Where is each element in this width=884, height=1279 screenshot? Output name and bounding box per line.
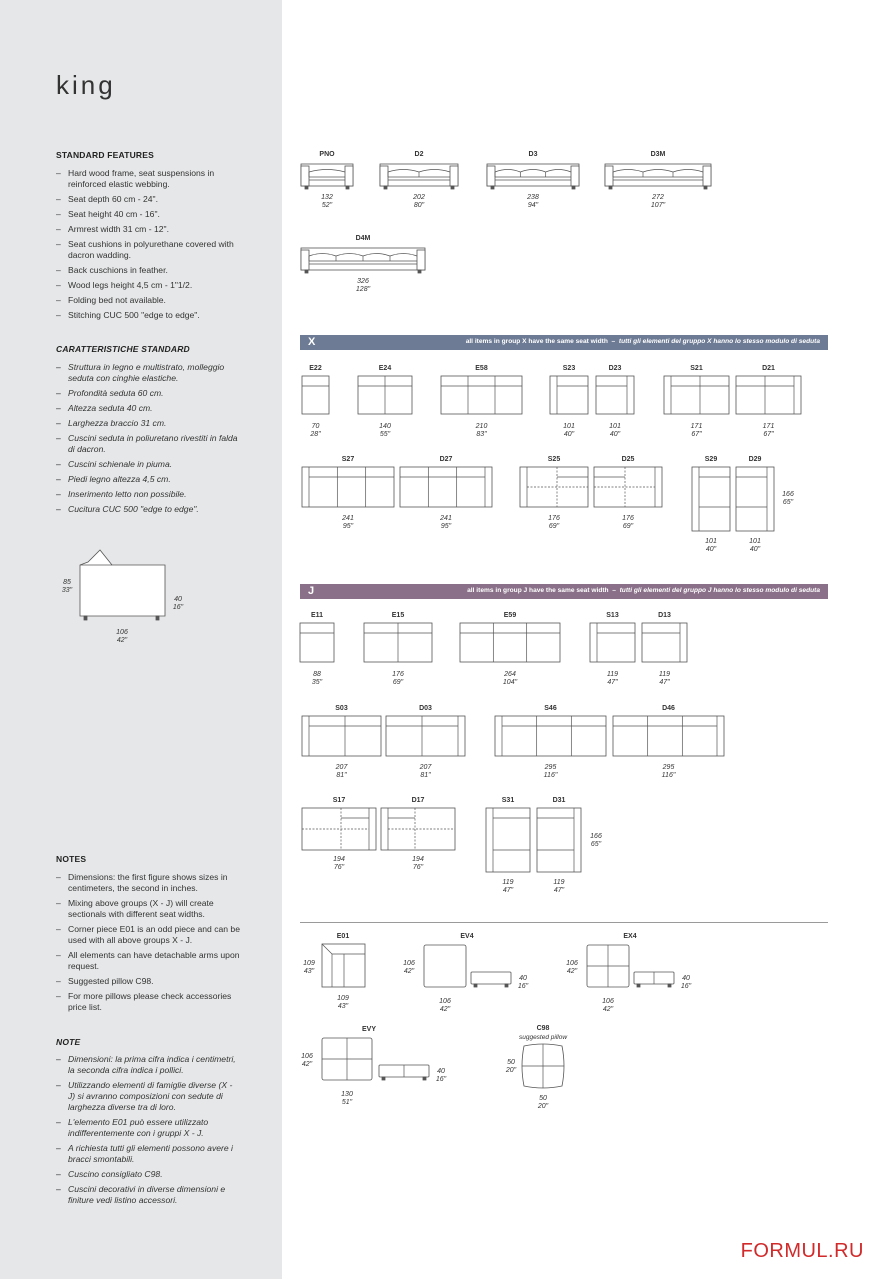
dim-cm: 70 <box>311 423 320 430</box>
dim-cm: 88 <box>313 671 321 678</box>
model-code: S25 <box>547 456 561 463</box>
dim-in: 40" <box>749 546 761 553</box>
dim-in: 104" <box>502 679 518 686</box>
module-d31 <box>537 797 581 894</box>
dim-cm: 132 <box>321 194 333 201</box>
model-code: D4M <box>355 235 371 242</box>
dim-cm: 85 <box>63 579 71 586</box>
list-item: – Altezza seduta 40 cm. <box>56 403 240 414</box>
dim-cm: 119 <box>606 671 619 678</box>
model-code: D27 <box>439 456 453 463</box>
shape-rect <box>703 166 711 186</box>
dim-cm: 101 <box>563 423 575 430</box>
model-code: S23 <box>562 365 576 372</box>
shape-rect <box>302 467 394 507</box>
sofa-d2 <box>380 151 458 209</box>
list-item: – Hard wood frame, seat suspensions in reinforced elastic webbing. <box>56 168 240 190</box>
dim-cm: 272 <box>652 194 664 201</box>
dim-in: 128" <box>355 286 371 293</box>
extra-e01 <box>303 933 365 1010</box>
dim-in: 35" <box>311 679 323 686</box>
shape-rect <box>382 1077 385 1080</box>
dim-cm: 207 <box>335 764 348 771</box>
list-item: – Cuscini schienale in piuma. <box>56 459 240 470</box>
model-code: D31 <box>552 797 566 804</box>
dim-in: 107" <box>650 202 666 209</box>
module-s27 <box>302 456 394 530</box>
shape-rect <box>704 186 707 189</box>
dim-in: 67" <box>763 431 774 438</box>
group-x-letter: X <box>308 336 316 348</box>
module-s21 <box>664 365 729 438</box>
dim-in: 69" <box>548 523 560 530</box>
list-item: – Cuscini seduta in poliuretano rivestiti in falda di dacron. <box>56 433 240 455</box>
shape-rect <box>471 972 511 984</box>
dim-in: 67" <box>691 431 702 438</box>
shape-rect <box>571 166 579 186</box>
list-item: – Larghezza braccio 31 cm. <box>56 418 240 429</box>
group-x-caption-en: all items in group X have the same seat width <box>465 338 608 345</box>
pillow-subtitle: suggested pillow <box>518 1034 568 1041</box>
dim-in: 43" <box>337 1003 349 1010</box>
dim-in: 81" <box>336 772 347 779</box>
group-x-sep: – <box>611 338 616 345</box>
list-item: – Armrest width 31 cm - 12". <box>56 224 240 235</box>
shape-rect <box>400 467 492 507</box>
shape-rect <box>505 984 508 987</box>
shape-rect <box>345 166 353 186</box>
list-item: – Seat depth 60 cm - 24". <box>56 194 240 205</box>
dim-in: 83" <box>476 431 487 438</box>
dim-in: 76" <box>333 864 345 871</box>
dim-in: 42" <box>116 637 128 644</box>
shape-rect <box>613 716 724 756</box>
list-item: – Corner piece E01 is an odd piece and can be used with all above groups X - J. <box>56 924 240 946</box>
shape-rect <box>605 164 711 186</box>
dim-cm: 119 <box>502 879 514 886</box>
shape-rect <box>474 984 477 987</box>
shape-rect <box>156 616 159 620</box>
dim-cm: 40 <box>174 596 182 603</box>
group-j-caption-en: all items in group J have the same seat width <box>467 587 609 594</box>
shape-rect <box>302 376 329 414</box>
dim-cm: 241 <box>440 515 452 522</box>
dim-in: 65" <box>782 499 794 506</box>
module-d03 <box>386 705 465 779</box>
extra-c98 <box>505 1025 568 1110</box>
notes-title: NOTES <box>56 854 87 864</box>
shape-rect <box>302 716 381 756</box>
module-d23 <box>596 365 634 438</box>
shape-rect <box>736 467 774 531</box>
dim-cm: 40 <box>437 1068 445 1075</box>
model-code: S21 <box>690 365 703 372</box>
dim-cm: 109 <box>337 995 349 1002</box>
module-d29 <box>736 456 774 553</box>
list-item: – Cucitura CUC 500 "edge to edge". <box>56 504 240 515</box>
dim-cm: 40 <box>682 975 690 982</box>
caratteristiche-title: CARATTERISTICHE STANDARD <box>56 344 190 354</box>
model-code: EX4 <box>623 933 637 940</box>
dim-cm: 241 <box>342 515 354 522</box>
model-code: D17 <box>411 797 425 804</box>
shape-rect <box>451 186 454 189</box>
shape-rect <box>424 945 466 987</box>
dim-cm: 101 <box>609 423 621 430</box>
dim-in: 94" <box>527 202 539 209</box>
module-d27 <box>400 456 492 530</box>
shape-rect <box>596 376 634 414</box>
list-item: – Piedi legno altezza 4,5 cm. <box>56 474 240 485</box>
dim-cm: 50 <box>539 1095 547 1102</box>
dim-in: 52" <box>321 202 333 209</box>
module-d13 <box>642 612 687 686</box>
standard-features-title: STANDARD FEATURES <box>56 150 154 160</box>
shape-rect <box>736 376 801 414</box>
dim-cm: 166 <box>782 491 794 498</box>
shape-rect <box>491 186 494 189</box>
model-code: D2 <box>414 151 424 158</box>
shape-rect <box>305 270 308 273</box>
dim-cm: 326 <box>357 278 369 285</box>
chaise-depth-x <box>782 491 794 506</box>
module-s13 <box>590 612 635 686</box>
dim-cm: 171 <box>762 423 775 430</box>
module-s29 <box>692 456 730 553</box>
dim-cm: 119 <box>553 879 565 886</box>
model-code: D3 <box>528 151 538 158</box>
dim-in: 47" <box>607 679 618 686</box>
list-item: – Seat height 40 cm - 16". <box>56 209 240 220</box>
list-item: – Inserimento letto non possibile. <box>56 489 240 500</box>
dim-in: 51" <box>341 1099 353 1106</box>
sofa-pno <box>301 151 353 209</box>
dim-in: 16" <box>517 983 529 990</box>
model-code: D13 <box>658 612 671 619</box>
dim-cm: 176 <box>548 515 560 522</box>
module-s31 <box>486 797 530 894</box>
dim-in: 69" <box>392 679 404 686</box>
dim-in: 65" <box>590 841 602 848</box>
list-item: – Mixing above groups (X - J) will create sectionals with different seat widths. <box>56 898 240 920</box>
module-s25 <box>520 456 588 530</box>
model-code: C98 <box>536 1025 550 1032</box>
dim-cm: 295 <box>544 764 557 771</box>
dim-in: 16" <box>172 604 184 611</box>
model-code: E15 <box>391 612 405 619</box>
sofa-d4m <box>301 235 425 293</box>
list-item: – Dimensioni: la prima cifra indica i centimetri, la seconda cifra indica i pollici. <box>56 1054 240 1076</box>
dim-cm: 176 <box>622 515 634 522</box>
dim-in: 81" <box>420 772 431 779</box>
dim-cm: 210 <box>475 423 488 430</box>
dim-in: 76" <box>412 864 424 871</box>
model-code: E01 <box>336 933 350 940</box>
shape-rect <box>441 376 522 414</box>
dim-in: 116" <box>661 772 676 779</box>
dim-cm: 106 <box>566 960 578 967</box>
list-item: – Struttura in legno e multistrato, molleggio seduta con cinghie elastiche. <box>56 362 240 384</box>
dim-cm: 106 <box>403 960 415 967</box>
model-code: EVY <box>361 1026 377 1033</box>
shape-rect <box>609 186 612 189</box>
note-it-title: NOTE <box>56 1037 81 1047</box>
model-code: D25 <box>621 456 635 463</box>
dim-in: 69" <box>622 523 634 530</box>
module-e15 <box>364 612 432 686</box>
model-code: S29 <box>704 456 718 463</box>
shape-rect <box>423 1077 426 1080</box>
dim-in: 40" <box>563 431 575 438</box>
watermark: FORMUL.RU <box>740 1240 864 1262</box>
list-item: – Cuscino consigliato C98. <box>56 1169 240 1180</box>
dim-in: 47" <box>502 887 514 894</box>
group-x-caption-it: tutti gli elementi del gruppo X hanno lo stesso modulo di seduta <box>618 338 820 345</box>
model-code: S17 <box>332 797 346 804</box>
model-code: S13 <box>606 612 619 619</box>
module-e22 <box>302 365 329 438</box>
shape-rect <box>605 166 613 186</box>
model-code: D03 <box>419 705 432 712</box>
model-code: EV4 <box>460 933 474 940</box>
list-item: – All elements can have detachable arms upon request. <box>56 950 240 972</box>
dim-in: 42" <box>403 968 415 975</box>
list-item: – Cuscini decorativi in diverse dimensioni e finiture vedi listino accessori. <box>56 1184 240 1206</box>
group-j-caption-it: tutti gli elementi del gruppo J hanno lo stesso modulo di seduta <box>619 587 820 594</box>
model-code: D3M <box>650 151 666 158</box>
module-e24 <box>358 365 412 438</box>
dim-cm: 109 <box>303 960 315 967</box>
dim-in: 16" <box>435 1076 447 1083</box>
shape-rect <box>418 270 421 273</box>
module-e11 <box>300 612 334 686</box>
module-s23 <box>550 365 588 438</box>
dim-cm: 101 <box>749 538 761 545</box>
dim-cm: 166 <box>590 833 602 840</box>
shape-rect <box>495 716 606 756</box>
list-item: – Suggested pillow C98. <box>56 976 240 987</box>
dim-in: 95" <box>342 523 354 530</box>
list-item: – A richiesta tutti gli elementi possono avere i bracci smontabili. <box>56 1143 240 1165</box>
list-item: – Seat cushions in polyurethane covered with dacron wadding. <box>56 239 240 261</box>
dim-cm: 238 <box>527 194 539 201</box>
dim-cm: 40 <box>519 975 527 982</box>
dim-cm: 176 <box>392 671 404 678</box>
dim-in: 28" <box>310 431 321 438</box>
model-code: S03 <box>335 705 348 712</box>
dim-cm: 264 <box>504 671 516 678</box>
list-item: – Dimensions: the first figure shows sizes in centimeters, the second in inches. <box>56 872 240 894</box>
chaise-depth-j <box>590 833 602 848</box>
shape-rect <box>664 376 729 414</box>
dim-in: 95" <box>440 523 452 530</box>
dim-in: 40" <box>705 546 717 553</box>
dim-in: 16" <box>680 983 692 990</box>
shape-rect <box>537 808 581 872</box>
shape-rect <box>550 376 588 414</box>
dim-in: 43" <box>303 968 315 975</box>
dim-in: 47" <box>659 679 670 686</box>
dim-in: 42" <box>439 1006 451 1013</box>
shape-rect <box>384 186 387 189</box>
dim-cm: 194 <box>333 856 345 863</box>
dim-cm: 50 <box>507 1059 515 1066</box>
dim-cm: 106 <box>439 998 451 1005</box>
dim-cm: 140 <box>379 423 391 430</box>
module-s17 <box>302 797 376 871</box>
dim-cm: 194 <box>412 856 424 863</box>
shape-rect <box>84 616 87 620</box>
shape-rect <box>637 984 640 987</box>
module-s46 <box>495 705 606 779</box>
shape-rect <box>450 166 458 186</box>
dim-in: 42" <box>566 968 578 975</box>
model-code: D23 <box>608 365 622 372</box>
model-code: E58 <box>475 365 488 372</box>
profile-outline <box>80 550 165 616</box>
module-d46 <box>613 705 724 779</box>
module-e58 <box>441 365 522 438</box>
dim-cm: 295 <box>662 764 675 771</box>
list-item: – Profondità seduta 60 cm. <box>56 388 240 399</box>
dim-in: 116" <box>543 772 558 779</box>
side-profile <box>62 550 184 644</box>
model-code: E24 <box>378 365 392 372</box>
module-d25 <box>594 456 662 530</box>
module-d17 <box>381 797 455 871</box>
dim-in: 42" <box>602 1006 614 1013</box>
model-code: S31 <box>501 797 515 804</box>
shape-rect <box>417 250 425 270</box>
dim-cm: 171 <box>690 423 703 430</box>
shape-rect <box>305 186 308 189</box>
sofa-d3 <box>487 151 579 209</box>
extra-evy <box>301 1026 446 1106</box>
model-code: S46 <box>544 705 557 712</box>
list-item: – For more pillows please check accessories price list. <box>56 991 240 1013</box>
dim-in: 40" <box>609 431 621 438</box>
list-item: – Back cuschions in feather. <box>56 265 240 276</box>
shape-rect <box>301 166 309 186</box>
dim-cm: 130 <box>341 1091 353 1098</box>
dim-cm: 101 <box>705 538 717 545</box>
list-item: – Wood legs height 4,5 cm - 1"1/2. <box>56 280 240 291</box>
shape-rect <box>460 623 560 662</box>
model-code: PNO <box>319 151 335 158</box>
group-j-sep: – <box>612 587 616 594</box>
dim-cm: 119 <box>658 671 671 678</box>
group-j-letter: J <box>308 585 315 597</box>
list-item: – Stitching CUC 500 "edge to edge". <box>56 310 240 321</box>
model-code: D46 <box>662 705 675 712</box>
model-code: D29 <box>748 456 762 463</box>
dim-in: 33" <box>61 587 73 594</box>
model-code: S27 <box>341 456 355 463</box>
dim-cm: 106 <box>301 1053 313 1060</box>
shape-rect <box>386 716 465 756</box>
shape-rect <box>346 186 349 189</box>
dim-in: 42" <box>301 1061 313 1068</box>
shape-rect <box>486 808 530 872</box>
shape-rect <box>301 250 309 270</box>
dim-cm: 106 <box>602 998 614 1005</box>
module-s03 <box>302 705 381 779</box>
list-item: – Utilizzando elementi di famiglie diverse (X - J) si avranno composizioni con sedute di larghezza diverse tra di loro. <box>56 1080 240 1113</box>
shape-rect <box>692 467 730 531</box>
dim-in: 20" <box>537 1103 549 1110</box>
dim-cm: 207 <box>419 764 432 771</box>
module-d21 <box>736 365 801 438</box>
list-item: – Folding bed not available. <box>56 295 240 306</box>
shape-rect <box>487 164 579 186</box>
model-code: E59 <box>503 612 517 619</box>
shape-rect <box>572 186 575 189</box>
dim-in: 80" <box>413 202 425 209</box>
model-code: D21 <box>762 365 775 372</box>
extra-ex4 <box>566 933 691 1013</box>
dim-in: 47" <box>553 887 565 894</box>
shape-rect <box>380 166 388 186</box>
shape-rect <box>300 623 334 662</box>
dim-in: 55" <box>379 431 391 438</box>
extra-ev4 <box>403 933 528 1013</box>
dim-cm: 106 <box>116 629 128 636</box>
model-code: E11 <box>310 612 324 619</box>
list-item: – L'elemento E01 può essere utilizzato indifferentemente con i gruppi X - J. <box>56 1117 240 1139</box>
brand-title: king <box>56 70 116 100</box>
dim-cm: 202 <box>413 194 425 201</box>
module-e59 <box>460 612 560 686</box>
shape-rect <box>487 166 495 186</box>
dim-in: 20" <box>505 1067 517 1074</box>
shape-rect <box>668 984 671 987</box>
model-code: E22 <box>309 365 322 372</box>
sofa-d3m <box>605 151 711 209</box>
